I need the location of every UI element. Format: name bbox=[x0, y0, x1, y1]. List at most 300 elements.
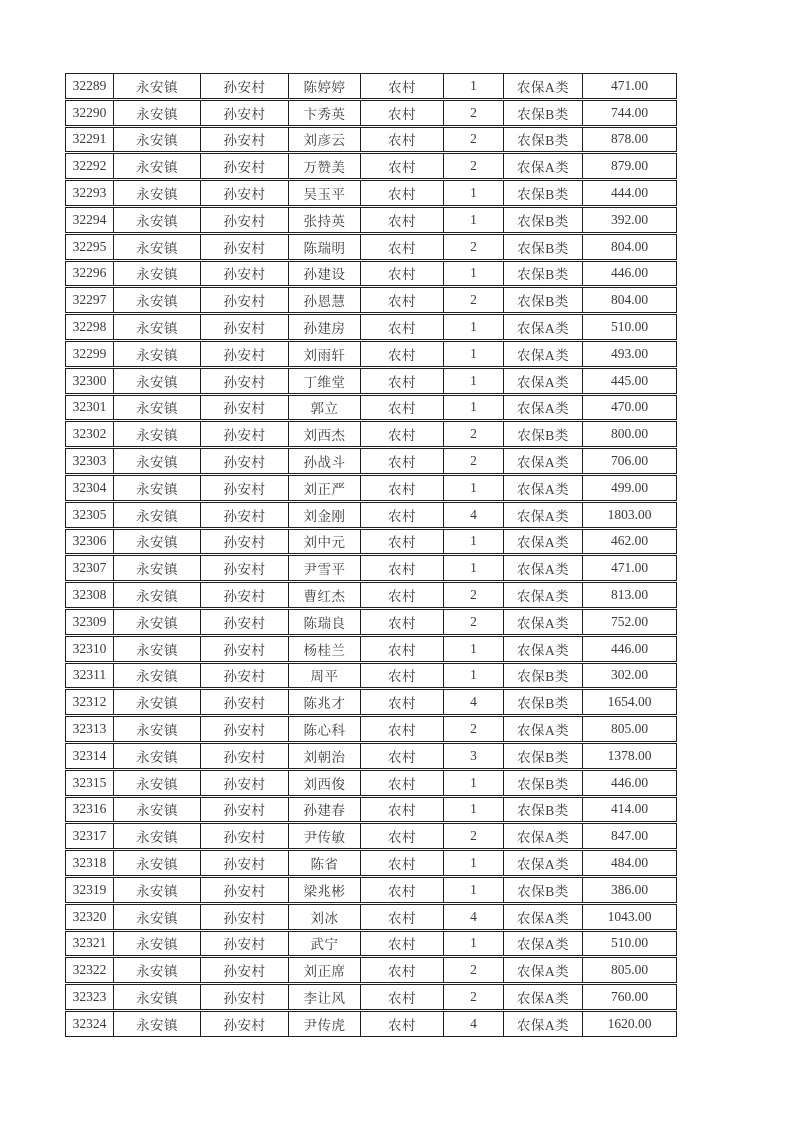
cell-seq: 32304 bbox=[72, 479, 107, 495]
cell-amount: 879.00 bbox=[582, 154, 676, 178]
cell-residence: 农村 bbox=[360, 262, 443, 286]
table-row bbox=[65, 743, 677, 769]
cell-count: 2 bbox=[443, 717, 503, 741]
cell-residence: 农村 bbox=[360, 288, 443, 312]
cell-amount: 462.00 bbox=[582, 530, 676, 554]
cell-residence: 农村 bbox=[360, 771, 443, 795]
cell-category: 农保A类 bbox=[503, 396, 582, 420]
cell-category: 农保A类 bbox=[503, 985, 582, 1009]
cell-residence: 农村 bbox=[360, 932, 443, 956]
cell-count: 2 bbox=[443, 958, 503, 982]
cell-count: 1 bbox=[443, 798, 503, 822]
cell-town: 永安镇 bbox=[113, 985, 200, 1009]
cell-village: 孙安村 bbox=[200, 128, 288, 152]
table-row bbox=[65, 931, 677, 957]
cell-count: 3 bbox=[443, 744, 503, 768]
cell-name: 吴玉平 bbox=[288, 181, 360, 205]
cell-seq: 32318 bbox=[72, 855, 107, 870]
cell-amount: 878.00 bbox=[582, 128, 676, 152]
cell-town: 永安镇 bbox=[113, 771, 200, 795]
cell-count: 2 bbox=[443, 449, 503, 473]
table-row bbox=[65, 153, 677, 179]
cell-seq: 32309 bbox=[72, 613, 107, 629]
cell-category: 农保A类 bbox=[503, 315, 582, 339]
cell-town: 永安镇 bbox=[113, 556, 200, 580]
cell-amount: 805.00 bbox=[582, 717, 676, 741]
cell-count: 1 bbox=[443, 664, 503, 688]
cell-village: 孙安村 bbox=[200, 1012, 288, 1036]
cell-amount: 470.00 bbox=[582, 396, 676, 420]
cell-residence: 农村 bbox=[360, 101, 443, 125]
cell-residence: 农村 bbox=[360, 396, 443, 420]
cell-residence: 农村 bbox=[360, 128, 443, 152]
cell-village: 孙安村 bbox=[200, 905, 288, 929]
cell-town: 永安镇 bbox=[113, 958, 200, 982]
cell-amount: 446.00 bbox=[582, 262, 676, 286]
cell-town: 永安镇 bbox=[113, 235, 200, 259]
cell-village: 孙安村 bbox=[200, 422, 288, 446]
cell-seq: 32314 bbox=[72, 747, 107, 763]
cell-count: 2 bbox=[443, 824, 503, 848]
cell-count: 1 bbox=[443, 530, 503, 554]
cell-seq: 32322 bbox=[72, 962, 107, 978]
cell-name: 杨桂兰 bbox=[288, 637, 360, 661]
cell-count: 2 bbox=[443, 583, 503, 607]
cell-amount: 800.00 bbox=[582, 422, 676, 446]
cell-village: 孙安村 bbox=[200, 878, 288, 902]
table-row bbox=[65, 314, 677, 340]
cell-seq: 32296 bbox=[72, 265, 107, 281]
cell-category: 农保B类 bbox=[503, 128, 582, 152]
cell-seq: 32308 bbox=[72, 587, 107, 603]
cell-residence: 农村 bbox=[360, 449, 443, 473]
cell-seq: 32311 bbox=[72, 667, 107, 683]
table-row bbox=[65, 770, 677, 796]
cell-count: 2 bbox=[443, 101, 503, 125]
cell-residence: 农村 bbox=[360, 958, 443, 982]
cell-seq: 32313 bbox=[72, 721, 107, 737]
cell-count: 4 bbox=[443, 1012, 503, 1036]
cell-name: 刘朝治 bbox=[288, 744, 360, 768]
cell-count: 2 bbox=[443, 288, 503, 312]
cell-village: 孙安村 bbox=[200, 744, 288, 768]
cell-village: 孙安村 bbox=[200, 449, 288, 473]
cell-name: 陈兆才 bbox=[288, 690, 360, 714]
cell-category: 农保A类 bbox=[503, 342, 582, 366]
cell-amount: 499.00 bbox=[582, 476, 676, 500]
cell-count: 1 bbox=[443, 74, 503, 98]
table-row bbox=[65, 207, 677, 233]
cell-amount: 804.00 bbox=[582, 288, 676, 312]
cell-residence: 农村 bbox=[360, 422, 443, 446]
cell-name: 尹雪平 bbox=[288, 556, 360, 580]
cell-category: 农保A类 bbox=[503, 369, 582, 393]
cell-village: 孙安村 bbox=[200, 288, 288, 312]
cell-count: 1 bbox=[443, 771, 503, 795]
cell-seq: 32293 bbox=[72, 185, 107, 201]
cell-town: 永安镇 bbox=[113, 824, 200, 848]
cell-seq: 32299 bbox=[72, 345, 107, 361]
cell-village: 孙安村 bbox=[200, 396, 288, 420]
cell-seq: 32294 bbox=[72, 211, 107, 227]
table-row bbox=[65, 73, 677, 99]
cell-category: 农保A类 bbox=[503, 610, 582, 634]
cell-village: 孙安村 bbox=[200, 583, 288, 607]
cell-amount: 471.00 bbox=[582, 74, 676, 98]
table-row bbox=[65, 502, 677, 528]
cell-seq: 32292 bbox=[72, 158, 107, 174]
cell-residence: 农村 bbox=[360, 315, 443, 339]
cell-town: 永安镇 bbox=[113, 1012, 200, 1036]
cell-category: 农保B类 bbox=[503, 798, 582, 822]
cell-village: 孙安村 bbox=[200, 985, 288, 1009]
cell-amount: 813.00 bbox=[582, 583, 676, 607]
cell-count: 2 bbox=[443, 154, 503, 178]
cell-category: 农保A类 bbox=[503, 530, 582, 554]
cell-name: 曹红杰 bbox=[288, 583, 360, 607]
cell-category: 农保A类 bbox=[503, 824, 582, 848]
table-row bbox=[65, 368, 677, 394]
cell-village: 孙安村 bbox=[200, 958, 288, 982]
cell-residence: 农村 bbox=[360, 637, 443, 661]
cell-town: 永安镇 bbox=[113, 610, 200, 634]
cell-name: 卞秀英 bbox=[288, 101, 360, 125]
cell-residence: 农村 bbox=[360, 74, 443, 98]
cell-town: 永安镇 bbox=[113, 905, 200, 929]
cell-count: 1 bbox=[443, 262, 503, 286]
cell-town: 永安镇 bbox=[113, 476, 200, 500]
cell-amount: 706.00 bbox=[582, 449, 676, 473]
cell-category: 农保B类 bbox=[503, 208, 582, 232]
benefits-table bbox=[65, 73, 677, 1037]
cell-seq: 32315 bbox=[72, 774, 107, 790]
cell-name: 陈瑞明 bbox=[288, 235, 360, 259]
cell-amount: 760.00 bbox=[582, 985, 676, 1009]
cell-residence: 农村 bbox=[360, 181, 443, 205]
cell-name: 孙建设 bbox=[288, 262, 360, 286]
cell-amount: 471.00 bbox=[582, 556, 676, 580]
cell-name: 陈省 bbox=[288, 851, 360, 875]
table-row bbox=[65, 395, 677, 421]
cell-residence: 农村 bbox=[360, 476, 443, 500]
cell-count: 1 bbox=[443, 396, 503, 420]
cell-town: 永安镇 bbox=[113, 288, 200, 312]
cell-town: 永安镇 bbox=[113, 422, 200, 446]
cell-count: 1 bbox=[443, 369, 503, 393]
cell-name: 陈瑞良 bbox=[288, 610, 360, 634]
cell-name: 刘西杰 bbox=[288, 422, 360, 446]
cell-amount: 1378.00 bbox=[582, 744, 676, 768]
cell-seq: 32320 bbox=[72, 908, 107, 924]
cell-village: 孙安村 bbox=[200, 932, 288, 956]
table-row bbox=[65, 957, 677, 983]
cell-residence: 农村 bbox=[360, 530, 443, 554]
cell-name: 孙建春 bbox=[288, 798, 360, 822]
table-row bbox=[65, 877, 677, 903]
cell-town: 永安镇 bbox=[113, 503, 200, 527]
cell-amount: 446.00 bbox=[582, 637, 676, 661]
table-row bbox=[65, 1011, 677, 1037]
cell-name: 丁维堂 bbox=[288, 369, 360, 393]
cell-village: 孙安村 bbox=[200, 342, 288, 366]
cell-residence: 农村 bbox=[360, 342, 443, 366]
cell-name: 尹传虎 bbox=[288, 1012, 360, 1036]
cell-count: 1 bbox=[443, 315, 503, 339]
cell-name: 陈心科 bbox=[288, 717, 360, 741]
cell-village: 孙安村 bbox=[200, 235, 288, 259]
cell-category: 农保B类 bbox=[503, 771, 582, 795]
cell-seq: 32310 bbox=[72, 640, 107, 656]
cell-count: 1 bbox=[443, 556, 503, 580]
cell-category: 农保A类 bbox=[503, 1012, 582, 1036]
cell-residence: 农村 bbox=[360, 851, 443, 875]
cell-seq: 32305 bbox=[72, 506, 107, 522]
cell-town: 永安镇 bbox=[113, 208, 200, 232]
cell-town: 永安镇 bbox=[113, 369, 200, 393]
cell-seq: 32317 bbox=[72, 828, 107, 844]
cell-village: 孙安村 bbox=[200, 315, 288, 339]
cell-residence: 农村 bbox=[360, 369, 443, 393]
cell-count: 2 bbox=[443, 985, 503, 1009]
cell-village: 孙安村 bbox=[200, 154, 288, 178]
cell-town: 永安镇 bbox=[113, 878, 200, 902]
table-row bbox=[65, 287, 677, 313]
cell-seq: 32298 bbox=[72, 319, 107, 335]
cell-seq: 32312 bbox=[72, 694, 107, 710]
cell-category: 农保B类 bbox=[503, 101, 582, 125]
cell-town: 永安镇 bbox=[113, 690, 200, 714]
cell-category: 农保B类 bbox=[503, 422, 582, 446]
cell-count: 1 bbox=[443, 181, 503, 205]
table-row bbox=[65, 663, 677, 689]
cell-town: 永安镇 bbox=[113, 74, 200, 98]
cell-category: 农保A类 bbox=[503, 932, 582, 956]
cell-count: 1 bbox=[443, 637, 503, 661]
cell-count: 2 bbox=[443, 235, 503, 259]
cell-village: 孙安村 bbox=[200, 262, 288, 286]
cell-seq: 32321 bbox=[72, 935, 107, 951]
cell-amount: 510.00 bbox=[582, 932, 676, 956]
cell-seq: 32306 bbox=[72, 533, 107, 549]
cell-seq: 32324 bbox=[72, 1015, 107, 1031]
cell-count: 1 bbox=[443, 342, 503, 366]
cell-residence: 农村 bbox=[360, 798, 443, 822]
cell-residence: 农村 bbox=[360, 985, 443, 1009]
cell-seq: 32289 bbox=[72, 77, 107, 93]
cell-town: 永安镇 bbox=[113, 181, 200, 205]
table-row bbox=[65, 716, 677, 742]
cell-residence: 农村 bbox=[360, 717, 443, 741]
cell-name: 郭立 bbox=[288, 396, 360, 420]
cell-village: 孙安村 bbox=[200, 208, 288, 232]
cell-seq: 32307 bbox=[72, 560, 107, 576]
cell-amount: 744.00 bbox=[582, 101, 676, 125]
cell-seq: 32302 bbox=[72, 426, 107, 442]
cell-residence: 农村 bbox=[360, 556, 443, 580]
cell-village: 孙安村 bbox=[200, 74, 288, 98]
cell-residence: 农村 bbox=[360, 1012, 443, 1036]
cell-amount: 510.00 bbox=[582, 315, 676, 339]
cell-category: 农保A类 bbox=[503, 449, 582, 473]
cell-category: 农保B类 bbox=[503, 664, 582, 688]
cell-name: 张持英 bbox=[288, 208, 360, 232]
cell-town: 永安镇 bbox=[113, 664, 200, 688]
cell-town: 永安镇 bbox=[113, 798, 200, 822]
cell-town: 永安镇 bbox=[113, 128, 200, 152]
cell-seq: 32297 bbox=[72, 292, 107, 308]
cell-category: 农保A类 bbox=[503, 154, 582, 178]
cell-category: 农保B类 bbox=[503, 181, 582, 205]
cell-village: 孙安村 bbox=[200, 690, 288, 714]
cell-amount: 1803.00 bbox=[582, 503, 676, 527]
cell-name: 刘彦云 bbox=[288, 128, 360, 152]
cell-name: 刘金刚 bbox=[288, 503, 360, 527]
cell-seq: 32323 bbox=[72, 988, 107, 1004]
cell-name: 刘雨轩 bbox=[288, 342, 360, 366]
cell-count: 1 bbox=[443, 878, 503, 902]
cell-residence: 农村 bbox=[360, 664, 443, 688]
cell-category: 农保B类 bbox=[503, 744, 582, 768]
cell-town: 永安镇 bbox=[113, 717, 200, 741]
cell-town: 永安镇 bbox=[113, 262, 200, 286]
cell-name: 李让风 bbox=[288, 985, 360, 1009]
cell-town: 永安镇 bbox=[113, 744, 200, 768]
table-row bbox=[65, 636, 677, 662]
cell-residence: 农村 bbox=[360, 690, 443, 714]
cell-amount: 446.00 bbox=[582, 771, 676, 795]
cell-name: 孙恩慧 bbox=[288, 288, 360, 312]
cell-name: 孙战斗 bbox=[288, 449, 360, 473]
cell-amount: 392.00 bbox=[582, 208, 676, 232]
table-row bbox=[65, 984, 677, 1010]
cell-count: 4 bbox=[443, 503, 503, 527]
cell-amount: 484.00 bbox=[582, 851, 676, 875]
cell-name: 万赞美 bbox=[288, 154, 360, 178]
table-row bbox=[65, 341, 677, 367]
cell-village: 孙安村 bbox=[200, 664, 288, 688]
cell-category: 农保B类 bbox=[503, 288, 582, 312]
cell-village: 孙安村 bbox=[200, 610, 288, 634]
cell-count: 1 bbox=[443, 932, 503, 956]
cell-name: 刘西俊 bbox=[288, 771, 360, 795]
cell-residence: 农村 bbox=[360, 905, 443, 929]
table-row bbox=[65, 180, 677, 206]
cell-residence: 农村 bbox=[360, 824, 443, 848]
cell-category: 农保A类 bbox=[503, 958, 582, 982]
cell-village: 孙安村 bbox=[200, 181, 288, 205]
cell-village: 孙安村 bbox=[200, 556, 288, 580]
cell-category: 农保A类 bbox=[503, 556, 582, 580]
cell-village: 孙安村 bbox=[200, 101, 288, 125]
cell-amount: 386.00 bbox=[582, 878, 676, 902]
cell-amount: 805.00 bbox=[582, 958, 676, 982]
cell-residence: 农村 bbox=[360, 154, 443, 178]
table-row bbox=[65, 475, 677, 501]
table-row bbox=[65, 582, 677, 608]
table-row bbox=[65, 797, 677, 823]
cell-seq: 32295 bbox=[72, 238, 107, 254]
cell-residence: 农村 bbox=[360, 878, 443, 902]
cell-seq: 32300 bbox=[72, 372, 107, 388]
cell-seq: 32301 bbox=[72, 399, 107, 415]
cell-village: 孙安村 bbox=[200, 717, 288, 741]
cell-town: 永安镇 bbox=[113, 101, 200, 125]
table-row bbox=[65, 850, 677, 876]
cell-town: 永安镇 bbox=[113, 154, 200, 178]
cell-amount: 1620.00 bbox=[582, 1012, 676, 1036]
cell-village: 孙安村 bbox=[200, 771, 288, 795]
table-row bbox=[65, 234, 677, 260]
table-row bbox=[65, 127, 677, 153]
cell-name: 刘冰 bbox=[288, 905, 360, 929]
cell-name: 陈婷婷 bbox=[288, 74, 360, 98]
cell-residence: 农村 bbox=[360, 610, 443, 634]
cell-residence: 农村 bbox=[360, 744, 443, 768]
cell-village: 孙安村 bbox=[200, 824, 288, 848]
cell-town: 永安镇 bbox=[113, 530, 200, 554]
cell-count: 2 bbox=[443, 128, 503, 152]
cell-village: 孙安村 bbox=[200, 798, 288, 822]
cell-count: 4 bbox=[443, 905, 503, 929]
cell-residence: 农村 bbox=[360, 583, 443, 607]
cell-amount: 302.00 bbox=[582, 664, 676, 688]
table-row bbox=[65, 555, 677, 581]
cell-category: 农保A类 bbox=[503, 851, 582, 875]
table-row bbox=[65, 689, 677, 715]
table-row bbox=[65, 823, 677, 849]
cell-count: 2 bbox=[443, 610, 503, 634]
cell-seq: 32316 bbox=[72, 801, 107, 817]
cell-amount: 1654.00 bbox=[582, 690, 676, 714]
cell-town: 永安镇 bbox=[113, 851, 200, 875]
cell-category: 农保A类 bbox=[503, 476, 582, 500]
cell-village: 孙安村 bbox=[200, 851, 288, 875]
cell-count: 1 bbox=[443, 476, 503, 500]
cell-amount: 444.00 bbox=[582, 181, 676, 205]
cell-town: 永安镇 bbox=[113, 449, 200, 473]
cell-name: 刘正席 bbox=[288, 958, 360, 982]
cell-village: 孙安村 bbox=[200, 476, 288, 500]
cell-amount: 445.00 bbox=[582, 369, 676, 393]
cell-village: 孙安村 bbox=[200, 530, 288, 554]
table-row bbox=[65, 448, 677, 474]
cell-category: 农保B类 bbox=[503, 235, 582, 259]
table-row bbox=[65, 261, 677, 287]
cell-name: 武宁 bbox=[288, 932, 360, 956]
cell-amount: 752.00 bbox=[582, 610, 676, 634]
cell-count: 1 bbox=[443, 208, 503, 232]
cell-town: 永安镇 bbox=[113, 315, 200, 339]
cell-village: 孙安村 bbox=[200, 369, 288, 393]
table-row bbox=[65, 421, 677, 447]
cell-residence: 农村 bbox=[360, 503, 443, 527]
cell-name: 周平 bbox=[288, 664, 360, 688]
cell-name: 梁兆彬 bbox=[288, 878, 360, 902]
cell-name: 刘正严 bbox=[288, 476, 360, 500]
cell-name: 刘中元 bbox=[288, 530, 360, 554]
cell-count: 2 bbox=[443, 422, 503, 446]
cell-count: 1 bbox=[443, 851, 503, 875]
cell-category: 农保B类 bbox=[503, 690, 582, 714]
cell-amount: 804.00 bbox=[582, 235, 676, 259]
cell-category: 农保A类 bbox=[503, 905, 582, 929]
cell-category: 农保A类 bbox=[503, 74, 582, 98]
cell-residence: 农村 bbox=[360, 208, 443, 232]
cell-category: 农保A类 bbox=[503, 637, 582, 661]
cell-seq: 32303 bbox=[72, 453, 107, 469]
cell-seq: 32319 bbox=[72, 881, 107, 897]
cell-category: 农保B类 bbox=[503, 878, 582, 902]
